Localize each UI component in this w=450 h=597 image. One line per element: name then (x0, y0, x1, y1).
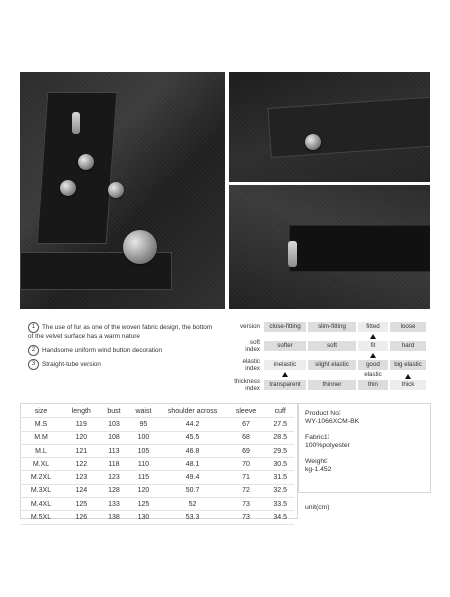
photo-zipper-detail (229, 185, 430, 309)
scale-option: fit (358, 341, 388, 351)
scale-option: slim-fitting (308, 322, 356, 332)
table-cell: 28.5 (266, 431, 294, 444)
product-number-label: Product No∶ (305, 410, 341, 417)
column-header: sleeve (226, 405, 267, 418)
table-cell: 29.5 (266, 444, 294, 457)
table-header-row (20, 405, 294, 418)
metal-button-icon (78, 154, 94, 170)
table-cell: 31.5 (266, 471, 294, 484)
scale-label: thickness index (234, 378, 260, 392)
scale-label: soft index (245, 339, 260, 353)
table-cell: 123 (101, 471, 128, 484)
zipper-pull-icon (288, 241, 297, 267)
product-weight (305, 458, 435, 474)
table-cell: 133 (101, 498, 128, 511)
scale-option: thinner (308, 380, 356, 390)
table-row (20, 444, 294, 457)
table-cell: 34.5 (266, 511, 294, 524)
table-cell: 32.5 (266, 484, 294, 497)
size-table (20, 405, 294, 525)
metal-button-icon (60, 180, 76, 196)
table-cell: M.5XL (20, 511, 62, 524)
table-cell: 105 (127, 444, 159, 457)
table-row (20, 431, 294, 444)
selected-indicator-icon (370, 334, 376, 339)
table-row (20, 418, 294, 431)
metal-button-icon (108, 182, 124, 198)
table-cell: 128 (101, 484, 128, 497)
table-cell: 69 (226, 444, 267, 457)
table-cell: 72 (226, 484, 267, 497)
table-cell: 108 (101, 431, 128, 444)
feature-text: Straight-tube version (42, 361, 101, 369)
scale-option: transparent (264, 380, 306, 390)
scale-option: loose (390, 322, 426, 332)
table-row (20, 458, 294, 471)
table-cell: 44.2 (160, 418, 226, 431)
table-cell: 45.5 (160, 431, 226, 444)
photo-collar-front (20, 72, 225, 309)
photo-shoulder-tab (229, 72, 430, 182)
table-row (20, 471, 294, 484)
scale-option: close-fitting (264, 322, 306, 332)
table-cell: 30.5 (266, 458, 294, 471)
weight-label: Weight∶ (305, 458, 328, 465)
table-cell: 121 (62, 444, 101, 457)
scale-option: thin (358, 380, 388, 390)
table-cell: M.3XL (20, 484, 62, 497)
table-cell: 125 (62, 498, 101, 511)
feature-number: 1 (28, 322, 39, 333)
feature-item (28, 322, 218, 341)
table-cell: 73 (226, 498, 267, 511)
feature-number: 3 (28, 359, 39, 370)
table-cell: 110 (127, 458, 159, 471)
table-row (20, 511, 294, 524)
feature-item (28, 345, 218, 356)
table-cell: M.4XL (20, 498, 62, 511)
column-header: size (20, 405, 62, 418)
table-cell: 138 (101, 511, 128, 524)
zipper-pull-icon (72, 112, 80, 134)
table-cell: 120 (127, 484, 159, 497)
table-cell: 67 (226, 418, 267, 431)
table-cell: 122 (62, 458, 101, 471)
scale-label: version (240, 323, 260, 330)
scale-option: inelastic (264, 360, 306, 370)
scale-option: softer (264, 341, 306, 351)
table-cell: 119 (62, 418, 101, 431)
table-cell: 113 (101, 444, 128, 457)
metal-button-icon (123, 230, 157, 264)
column-header: bust (101, 405, 128, 418)
selected-indicator-icon (370, 353, 376, 358)
table-cell: 126 (62, 511, 101, 524)
column-header: waist (127, 405, 159, 418)
product-number-value: WY-1066XCM-BK (305, 418, 360, 425)
table-cell: 53.3 (160, 511, 226, 524)
table-cell: M.L (20, 444, 62, 457)
table-cell: M.S (20, 418, 62, 431)
table-cell: 27.5 (266, 418, 294, 431)
scale-option: good elastic (358, 360, 388, 370)
column-header: cuff (266, 405, 294, 418)
table-cell: 130 (127, 511, 159, 524)
table-cell: 103 (101, 418, 128, 431)
table-cell: 50.7 (160, 484, 226, 497)
feature-number: 2 (28, 345, 39, 356)
unit-label: unit(cm) (305, 504, 330, 511)
table-cell: 100 (127, 431, 159, 444)
scale-option: soft (308, 341, 356, 351)
selected-indicator-icon (405, 374, 411, 379)
table-cell: 68 (226, 431, 267, 444)
product-number (305, 410, 435, 426)
weight-value: kg-1.452 (305, 466, 332, 473)
table-cell: 46.8 (160, 444, 226, 457)
product-fabric (305, 434, 435, 450)
table-cell: 115 (127, 471, 159, 484)
table-cell: M.XL (20, 458, 62, 471)
scale-option: slight elastic (308, 360, 356, 370)
feature-text: Handsome uniform wind button decoration (42, 347, 163, 355)
fabric-label: Fabric1∶ (305, 434, 330, 441)
scale-option: thick (390, 380, 426, 390)
table-cell: 118 (101, 458, 128, 471)
table-cell: M.M (20, 431, 62, 444)
table-row (20, 484, 294, 497)
table-cell: 71 (226, 471, 267, 484)
table-cell: 120 (62, 431, 101, 444)
table-cell: 73 (226, 511, 267, 524)
column-header: shoulder across (160, 405, 226, 418)
scale-option: fitted (358, 322, 388, 332)
fabric-value: 100%polyester (305, 442, 350, 449)
scale-label: elastic index (242, 358, 260, 372)
scale-option: big elastic (390, 360, 426, 370)
table-cell: 95 (127, 418, 159, 431)
table-row (20, 498, 294, 511)
table-cell: 124 (62, 484, 101, 497)
table-cell: 49.4 (160, 471, 226, 484)
table-cell: M.2XL (20, 471, 62, 484)
feature-text: The use of fur as one of the woven fabric design, the bottom of the velvet surface has a warm nature (28, 324, 213, 340)
table-cell: 52 (160, 498, 226, 511)
table-cell: 125 (127, 498, 159, 511)
selected-indicator-icon (282, 372, 288, 377)
column-header: length (62, 405, 101, 418)
table-cell: 33.5 (266, 498, 294, 511)
table-cell: 48.1 (160, 458, 226, 471)
scale-option: hard (390, 341, 426, 351)
fur-lining (289, 225, 430, 272)
table-cell: 70 (226, 458, 267, 471)
feature-item (28, 359, 218, 370)
metal-button-icon (305, 134, 321, 150)
table-cell: 123 (62, 471, 101, 484)
